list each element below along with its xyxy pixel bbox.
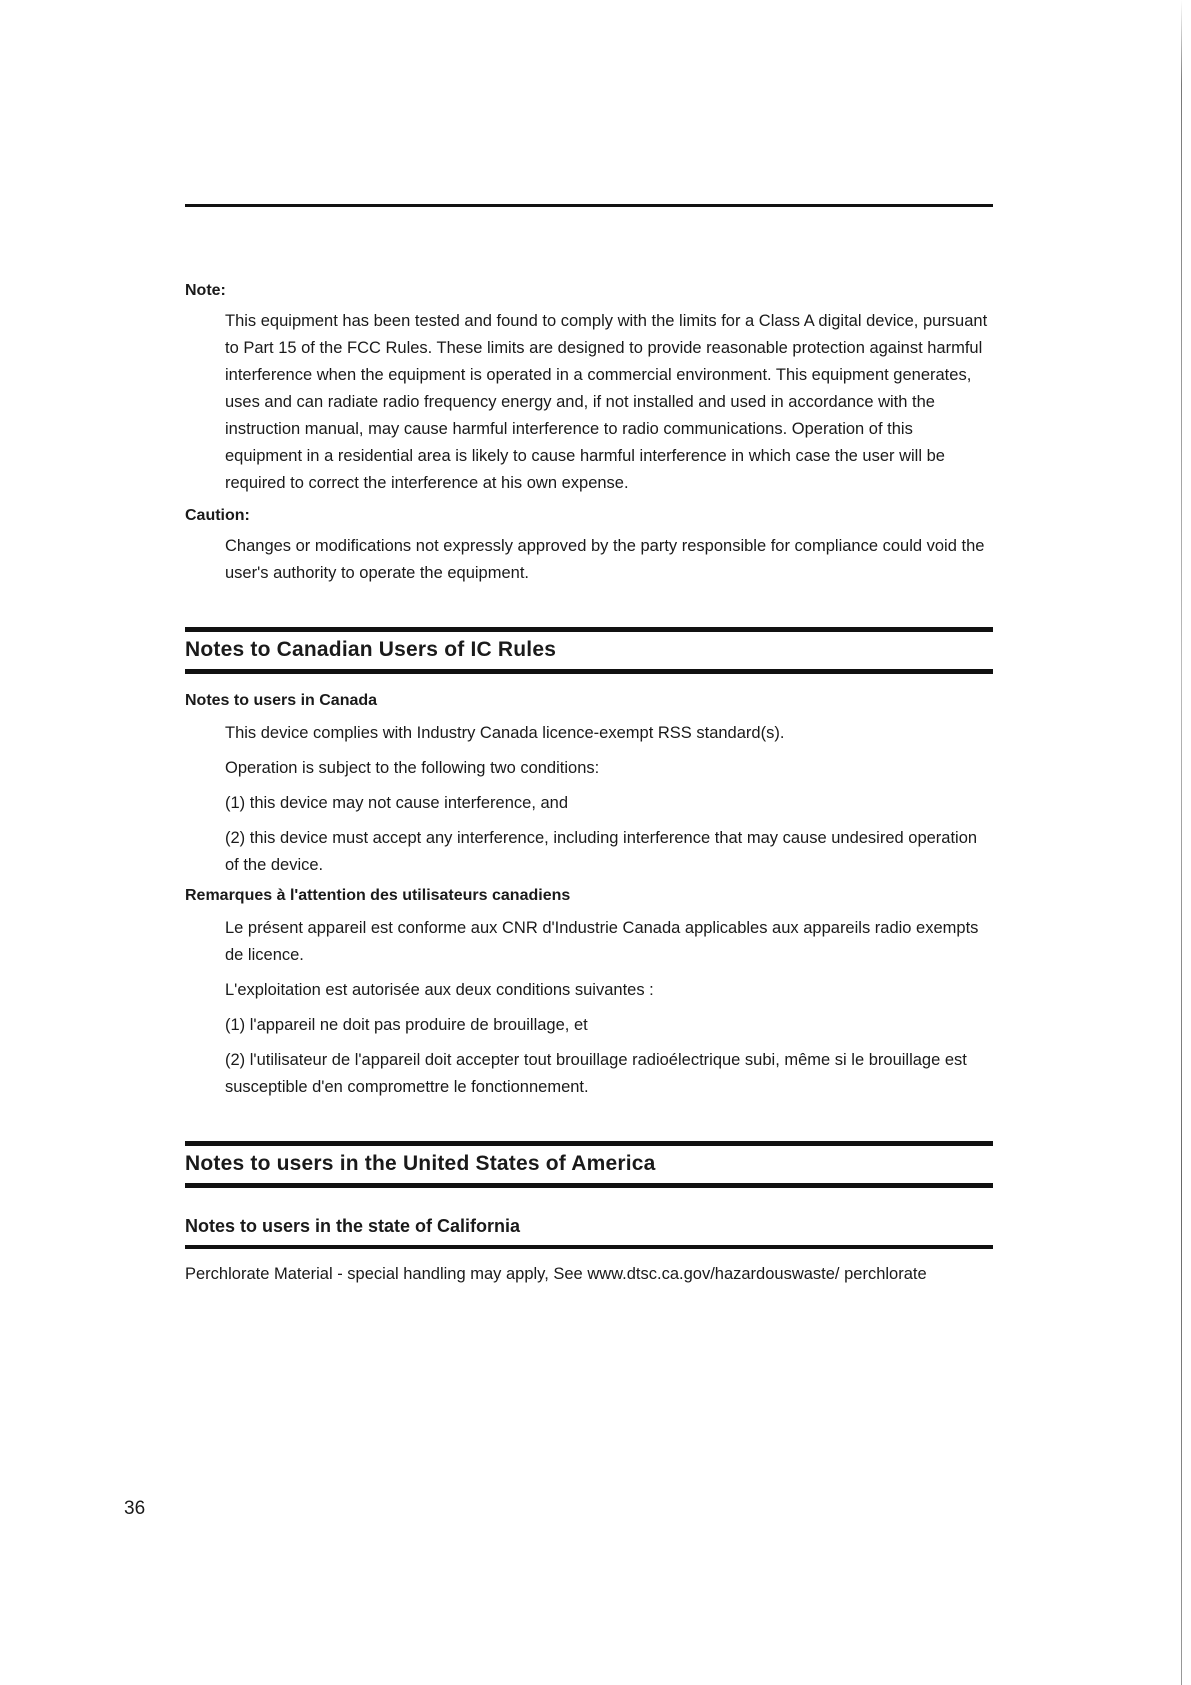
canada-fr-p3: (1) l'appareil ne doit pas produire de brouillage, et: [225, 1016, 588, 1034]
page-number: 36: [124, 1498, 146, 1519]
canada-en-p4: (2) this device must accept any interference, including interference that may cause undesired operation of the device.: [225, 829, 978, 874]
note-text-block: [225, 308, 993, 497]
canada-en-block: [225, 720, 993, 879]
canada-fr-subheading: Remarques à l'attention des utilisateurs canadiens: [185, 887, 571, 904]
scan-edge-line: [1181, 0, 1182, 1685]
canada-fr-p1: Le présent appareil est conforme aux CNR d'Industrie Canada applicables aux appareils radio exempts de licence.: [225, 919, 979, 964]
top-rule: [185, 204, 993, 207]
canada-section-heading: Notes to Canadian Users of IC Rules: [185, 627, 993, 674]
california-text: Perchlorate Material - special handling may apply, See www.dtsc.ca.gov/hazardouswaste/ perchlorate: [185, 1265, 927, 1283]
canada-en-p2: Operation is subject to the following two conditions:: [225, 759, 600, 777]
canada-fr-p2: L'exploitation est autorisée aux deux conditions suivantes :: [225, 981, 654, 999]
caution-text-block: [225, 533, 993, 587]
california-subheading: Notes to users in the state of California: [185, 1216, 993, 1249]
caution-label: Caution:: [185, 507, 250, 524]
usa-section-heading: Notes to users in the United States of America: [185, 1141, 993, 1188]
note-text: This equipment has been tested and found to comply with the limits for a Class A digital device, pursuant to Part 15 of the FCC Rules. These limits are designed to provide reasonable protection against harmful interference when the equipment is operated in a commercial environment. This equipment generates, uses and can radiate radio frequency energy and, if not installed and used in accordance with the instruction manual, may cause harmful interference to radio communications. Operation of this equipment in a residential area is likely to cause harmful interference in which case the user will be required to correct the interference at his own expense.: [225, 312, 988, 492]
canada-en-p3: (1) this device may not cause interference, and: [225, 794, 569, 812]
canada-en-subheading: Notes to users in Canada: [185, 692, 378, 709]
canada-fr-block: [225, 915, 993, 1101]
canada-fr-p4: (2) l'utilisateur de l'appareil doit accepter tout brouillage radioélectrique subi, même si le brouillage est susceptible d'en compromettre le fonctionnement.: [225, 1051, 967, 1096]
note-label: Note:: [185, 282, 226, 299]
caution-text: Changes or modifications not expressly approved by the party responsible for compliance could void the user's authority to operate the equipment.: [225, 537, 985, 582]
page-content: [185, 282, 993, 1288]
canada-en-p1: This device complies with Industry Canada licence-exempt RSS standard(s).: [225, 724, 785, 742]
